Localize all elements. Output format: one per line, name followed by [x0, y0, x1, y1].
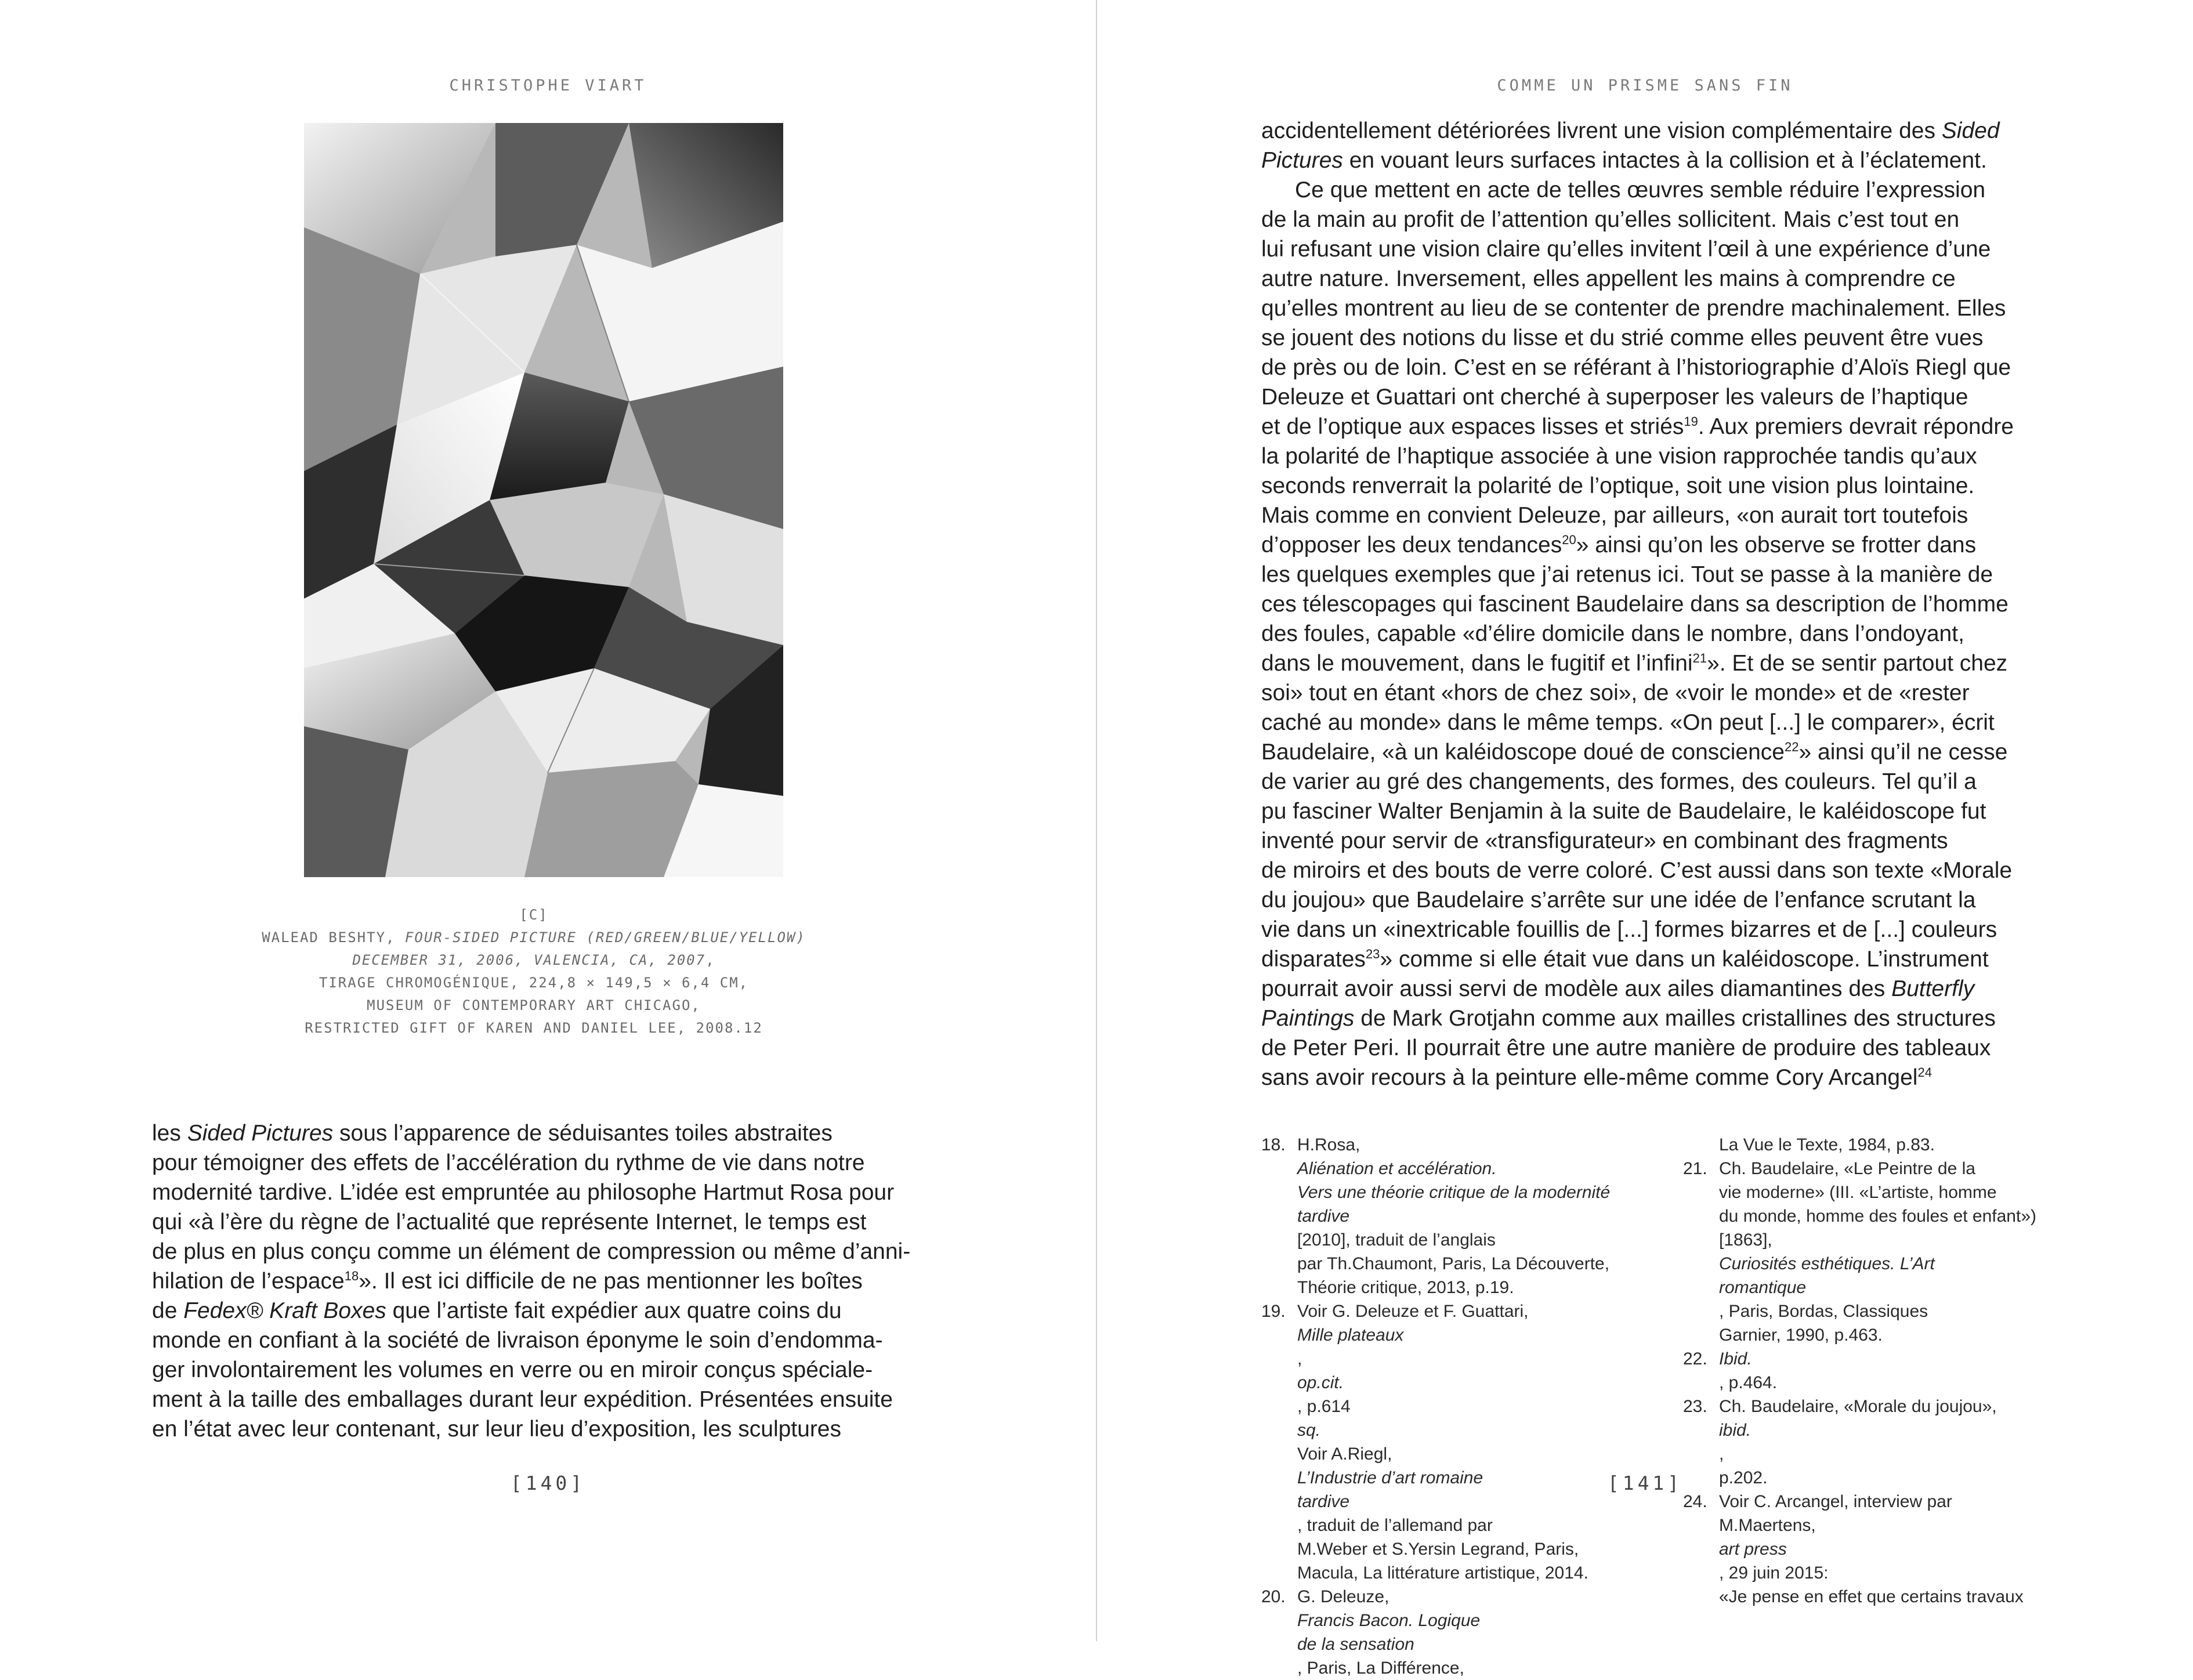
body-line — [152, 1355, 941, 1385]
text-run: pourrait avoir aussi servi de modèle aux ailes diamantines des — [1261, 976, 1892, 1001]
body-line — [1261, 649, 2056, 678]
footnote-line — [1297, 1632, 1638, 1680]
text-run: Voir G. Deleuze et F. Guattari, — [1297, 1302, 1529, 1321]
body-line — [1261, 1063, 2056, 1092]
text-run: ». Et de se sentir partout chez — [1707, 651, 2008, 676]
footnote-number: 21. — [1683, 1159, 1707, 1178]
body-line — [1261, 915, 2056, 944]
footnote — [1683, 1347, 2078, 1395]
footnote-line — [1719, 1347, 2078, 1395]
body-line — [1261, 678, 2056, 708]
text-run: Voir C. Arcangel, interview par — [1719, 1492, 1952, 1511]
text-run: vie moderne» (III. «L’artiste, homme — [1719, 1183, 1997, 1202]
caption-medium: TIRAGE CHROMOGÉNIQUE, 224,8 × 149,5 × 6,4 CM, — [319, 975, 749, 991]
text-run: » ainsi qu’on les observe se frotter dans — [1576, 533, 1977, 557]
body-line — [152, 1118, 941, 1148]
text-run: caché au monde» dans le même temps. «On peut [...] le comparer», écrit — [1261, 710, 1995, 735]
caption-credit: RESTRICTED GIFT OF KAREN AND DANIEL LEE, 2008.12 — [305, 1020, 763, 1036]
text-run: pu fasciner Walter Benjamin à la suite de Baudelaire, le kaléidoscope fut — [1261, 799, 1986, 824]
body-line — [152, 1326, 941, 1355]
page-number-left: [140] — [510, 1472, 586, 1494]
text-run: , 29 juin 2015: — [1719, 1563, 1829, 1583]
body-line — [1261, 294, 2056, 323]
footnote — [1683, 1157, 2078, 1347]
body-line — [1261, 530, 2056, 560]
text-run: en l’état avec leur contenant, sur leur lieu d’exposition, les sculptures — [152, 1417, 841, 1442]
body-line — [1261, 856, 2056, 885]
text-run: Ce que mettent en acte de telles œuvres semble réduire l’expression — [1295, 178, 1986, 202]
italic-text: de la sensation — [1297, 1635, 1414, 1654]
left-body-text — [152, 1118, 941, 1444]
page-number-right: [141] — [1607, 1472, 1683, 1494]
footnote-line — [1719, 1228, 2078, 1276]
text-run: , traduit de l’allemand par — [1297, 1516, 1493, 1535]
text-run: du joujou» que Baudelaire s’arrête sur une idée de l’enfance scrutant la — [1261, 888, 1976, 913]
footnote-line — [1297, 1181, 1638, 1204]
body-line — [1261, 205, 2056, 234]
footnote-text — [1297, 1299, 1638, 1585]
text-run: monde en confiant à la société de livraison éponyme le soin d’endommа- — [152, 1328, 883, 1353]
body-line — [1261, 412, 2056, 441]
text-run: de Peter Peri. Il pourrait être une autre manière de produire des tableaux — [1261, 1035, 1991, 1060]
text-run: les — [152, 1121, 187, 1146]
italic-text: L’Industrie d’art romaine — [1297, 1468, 1483, 1487]
text-run: de plus en plus conçu comme un élément de compression ou même d’anni- — [152, 1239, 911, 1264]
body-line — [1261, 589, 2056, 619]
text-run: Théorie critique, 2013, p.19. — [1297, 1278, 1514, 1297]
text-run: Deleuze et Guattari ont cherché à superposer les valeurs de l’haptique — [1261, 385, 1968, 410]
footnote-line — [1297, 1299, 1638, 1323]
text-run: dans le mouvement, dans le fugitif et l’infini — [1261, 651, 1693, 676]
body-line — [152, 1266, 941, 1296]
text-run: M.Maertens, — [1719, 1516, 1816, 1535]
body-line — [1261, 116, 2056, 146]
caption-artist-title: WALEAD BESHTY, FOUR-SIDED PICTURE (RED/GREEN/BLUE/YELLOW) — [262, 929, 806, 946]
text-run: d’opposer les deux tendances — [1261, 533, 1562, 557]
footnote-line — [1297, 1276, 1638, 1299]
italic-text: tardive — [1297, 1492, 1350, 1511]
body-line — [1261, 767, 2056, 796]
body-line — [1261, 1004, 2056, 1033]
footnote — [1261, 1133, 1638, 1299]
footnote-ref: 22 — [1785, 740, 1799, 754]
text-run: de Mark Grotjahn comme aux mailles cristallines des structures — [1354, 1006, 1996, 1031]
text-run: , p.464. — [1719, 1373, 1778, 1392]
text-run: ger involontairement les volumes en verre ou en miroir conçus spéciale- — [152, 1357, 873, 1382]
text-run: de miroirs et des bouts de verre coloré. C’est aussi dans son texte «Morale — [1261, 858, 2013, 883]
caption-figure-label: [C] — [519, 907, 548, 923]
footnote-number: 20. — [1261, 1587, 1286, 1606]
body-line — [1261, 441, 2056, 471]
text-run: lui refusant une vision claire qu’elles invitent l’œil à une expérience d’une — [1261, 237, 1991, 262]
footnote-line — [1719, 1276, 2078, 1323]
footnote-number: 24. — [1683, 1492, 1707, 1511]
italic-text: Aliénation et accélération. — [1297, 1159, 1497, 1178]
text-run: modernité tardive. L’idée est empruntée au philosophe Hartmut Rosa pour — [152, 1180, 895, 1205]
body-line — [152, 1296, 941, 1326]
footnote-line — [1297, 1537, 1638, 1561]
footnote-ref: 20 — [1562, 533, 1576, 547]
italic-text: ibid. — [1719, 1421, 1751, 1440]
footnote-20-continuation: La Vue le Texte, 1984, p.83. — [1719, 1135, 1935, 1154]
body-line — [1261, 382, 2056, 412]
body-line — [1261, 501, 2056, 530]
text-run: ». Il est ici difficile de ne pas mentionner les boîtes — [359, 1269, 863, 1294]
italic-text: Vers une théorie critique de la modernité — [1297, 1183, 1611, 1202]
figure-caption — [116, 904, 951, 1040]
text-run: » ainsi qu’il ne cesse — [1798, 740, 2008, 765]
footnote-ref: 23 — [1365, 947, 1380, 961]
text-run: , Paris, La Différence, — [1297, 1659, 1464, 1678]
body-line — [1261, 974, 2056, 1004]
text-run: » comme si elle était vue dans un kaléidoscope. L’instrument — [1380, 947, 1989, 972]
italic-text: Curiosités esthétiques. L’Art — [1719, 1254, 1935, 1273]
body-line — [1261, 944, 2056, 974]
text-run: Ch. Baudelaire, «Le Peintre de la — [1719, 1159, 1975, 1178]
text-run: la polarité de l’haptique associée à une vision rapprochée tandis qu’aux — [1261, 444, 1977, 469]
text-run: ces télescopages qui fascinent Baudelaire dans sa description de l’homme — [1261, 592, 2009, 617]
text-run: . Aux premiers devrait répondre — [1698, 414, 2014, 439]
italic-text: tardive — [1297, 1207, 1350, 1226]
text-run: accidentellement détériorées livrent une vision complémentaire des — [1261, 118, 1942, 143]
footnote-ref: 21 — [1692, 651, 1707, 665]
text-run: [1863], — [1719, 1230, 1772, 1250]
body-line — [1261, 1033, 2056, 1063]
footnote-line — [1719, 1204, 2078, 1228]
footnote-line — [1719, 1395, 2078, 1466]
text-run: , — [1719, 1444, 1724, 1464]
footnote-line — [1297, 1252, 1638, 1276]
footnote-text — [1719, 1157, 2078, 1347]
body-line — [152, 1207, 941, 1237]
text-run: des foules, capable «d’élire domicile dans le nombre, dans l’ondoyant, — [1261, 621, 1964, 646]
italic-text: romantique — [1719, 1278, 1807, 1297]
footnote-line — [1297, 1133, 1638, 1181]
footnote-line — [1297, 1204, 1638, 1252]
text-run: sans avoir recours à la peinture elle-même comme Cory Arcangel — [1261, 1065, 1918, 1090]
footnote-text — [1297, 1133, 1638, 1299]
text-run: H.Rosa, — [1297, 1135, 1360, 1154]
text-run: du monde, homme des foules et enfant») — [1719, 1207, 2037, 1226]
text-run: , p.614 — [1297, 1397, 1351, 1416]
body-line — [1261, 175, 2056, 205]
body-line — [1261, 353, 2056, 382]
italic-text: Sided Pictures — [187, 1121, 334, 1146]
text-run: par Th.Chaumont, Paris, La Découverte, — [1297, 1254, 1610, 1273]
right-body-text — [1261, 116, 2056, 1092]
text-run: en vouant leurs surfaces intactes à la collision et à l’éclatement. — [1342, 148, 1987, 173]
right-page — [1097, 0, 2193, 1678]
footnote-number: 23. — [1683, 1397, 1707, 1416]
text-run: p.202. — [1719, 1468, 1768, 1487]
text-run: vie dans un «inextricable fouillis de [...] formes bizarres et de [...] couleurs — [1261, 917, 1997, 942]
text-run: que l’artiste fait expédier aux quatre coins du — [386, 1298, 842, 1323]
text-run: ment à la taille des emballages durant leur expédition. Présentées ensuite — [152, 1387, 893, 1412]
footnote-ref: 19 — [1684, 414, 1698, 429]
body-line — [1261, 619, 2056, 649]
text-run: soi» tout en étant «hors de chez soi», de «voir le monde» et de «rester — [1261, 680, 1970, 705]
text-run: de — [152, 1298, 184, 1323]
text-run: inventé pour servir de «transfigurateur» en combinant des fragments — [1261, 828, 1948, 853]
text-run: Voir A.Riegl, — [1297, 1444, 1392, 1464]
body-line — [152, 1414, 941, 1444]
footnote-line — [1297, 1490, 1638, 1537]
text-run: de la main au profit de l’attention qu’elles sollicitent. Mais c’est tout en — [1261, 207, 1960, 232]
caption-museum: MUSEUM OF CONTEMPORARY ART CHICAGO, — [367, 997, 701, 1013]
text-run: se jouent des notions du lisse et du strié comme elles peuvent être vues — [1261, 325, 1984, 350]
text-run: Baudelaire, «à un kaléidoscope doué de conscience — [1261, 740, 1785, 765]
text-run: hilation de l’espace — [152, 1269, 345, 1294]
body-line — [1261, 264, 2056, 294]
text-run: disparates — [1261, 947, 1366, 972]
text-run: Ch. Baudelaire, «Morale du joujou», — [1719, 1397, 1997, 1416]
body-line — [1261, 796, 2056, 826]
text-run: Garnier, 1990, p.463. — [1719, 1326, 1883, 1345]
footnote-line — [1297, 1323, 1638, 1442]
footnote-line — [1719, 1323, 2078, 1347]
text-run: de près ou de loin. C’est en se référant à l’historiographie d’Aloïs Riegl que — [1261, 355, 2011, 380]
caption-date-place: DECEMBER 31, 2006, VALENCIA, CA, 2007, — [352, 952, 715, 968]
footnote-number: 22. — [1683, 1349, 1707, 1368]
footnote-line — [1719, 1514, 2078, 1585]
footnote-line — [1719, 1585, 2078, 1609]
text-run: les quelques exemples que j’ai retenus ici. Tout se passe à la manière de — [1261, 562, 1993, 587]
text-run: qui «à l’ère du règne de l’actualité que représente Internet, le temps est — [152, 1210, 867, 1234]
italic-text: Francis Bacon. Logique — [1297, 1611, 1481, 1630]
italic-text: sq. — [1297, 1421, 1321, 1440]
italic-text: Butterfly — [1891, 976, 1975, 1001]
running-head-title: COMME UN PRISME SANS FIN — [1497, 77, 1793, 95]
text-run: [2010], traduit de l’anglais — [1297, 1230, 1496, 1250]
body-line — [1261, 826, 2056, 856]
text-run: Mais comme en convient Deleuze, par ailleurs, «on aurait tort toutefois — [1261, 503, 1968, 528]
footnote — [1261, 1585, 1638, 1680]
footnotes-column-2 — [1683, 1133, 2078, 1609]
italic-text: Pictures — [1261, 148, 1343, 173]
text-run: , Paris, Bordas, Classiques — [1719, 1302, 1928, 1321]
body-line — [152, 1178, 941, 1207]
footnote-ref: 24 — [1917, 1065, 1932, 1080]
text-run: «Je pense en effet que certains travaux — [1719, 1587, 2024, 1606]
body-line — [1261, 708, 2056, 737]
text-run: G. Deleuze, — [1297, 1587, 1389, 1606]
body-line — [152, 1148, 941, 1178]
footnote-ref: 18 — [344, 1269, 359, 1283]
text-run: seconds renverrait la polarité de l’optique, soit une vision plus lointaine. — [1261, 473, 1975, 498]
text-run: de varier au gré des changements, des formes, des couleurs. Tel qu’il a — [1261, 769, 1977, 794]
footnote-number: 19. — [1261, 1302, 1286, 1321]
body-line — [1261, 560, 2056, 589]
text-run: sous l’apparence de séduisantes toiles abstraites — [333, 1121, 833, 1146]
footnote — [1683, 1490, 2078, 1609]
italic-text: Sided — [1941, 118, 2000, 143]
running-head-author: CHRISTOPHE VIART — [449, 77, 647, 95]
footnote-text — [1719, 1347, 2078, 1395]
footnotes-column-1 — [1261, 1133, 1638, 1680]
body-line — [1261, 471, 2056, 501]
italic-text: op.cit. — [1297, 1373, 1344, 1392]
footnote-text — [1719, 1490, 2078, 1609]
text-run: Macula, La littérature artistique, 2014. — [1297, 1563, 1588, 1583]
text-run: M.Weber et S.Yersin Legrand, Paris, — [1297, 1540, 1579, 1559]
left-page — [0, 0, 1096, 1641]
text-run: pour témoigner des effets de l’accélération du rythme de vie dans notre — [152, 1150, 865, 1175]
text-run: autre nature. Inversement, elles appellent les mains à comprendre ce — [1261, 266, 1956, 291]
footnote — [1261, 1299, 1638, 1585]
italic-text: art press — [1719, 1540, 1787, 1559]
footnote-line — [1297, 1561, 1638, 1585]
text-run: , — [1297, 1349, 1302, 1368]
italic-text: Paintings — [1261, 1006, 1355, 1031]
crumpled-paper-photo — [304, 123, 783, 877]
body-line — [152, 1237, 941, 1266]
body-line — [1261, 146, 2056, 175]
footnote-line — [1719, 1181, 2078, 1204]
italic-text: Ibid. — [1719, 1349, 1752, 1368]
footnote-number: 18. — [1261, 1135, 1286, 1154]
body-line — [152, 1385, 941, 1414]
italic-text: Fedex® Kraft Boxes — [183, 1298, 386, 1323]
footnote-text — [1297, 1585, 1638, 1680]
footnote-line — [1297, 1585, 1638, 1632]
text-run: qu’elles montrent au lieu de se contenter de prendre machinalement. Elles — [1261, 296, 2006, 321]
text-run: et de l’optique aux espaces lisses et striés — [1261, 414, 1684, 439]
footnote-line — [1719, 1157, 2078, 1181]
body-line — [1261, 737, 2056, 767]
body-line — [1261, 323, 2056, 353]
photograph-four-sided-picture — [304, 123, 783, 877]
body-line — [1261, 234, 2056, 264]
body-line — [1261, 885, 2056, 915]
italic-text: Mille plateaux — [1297, 1326, 1404, 1345]
